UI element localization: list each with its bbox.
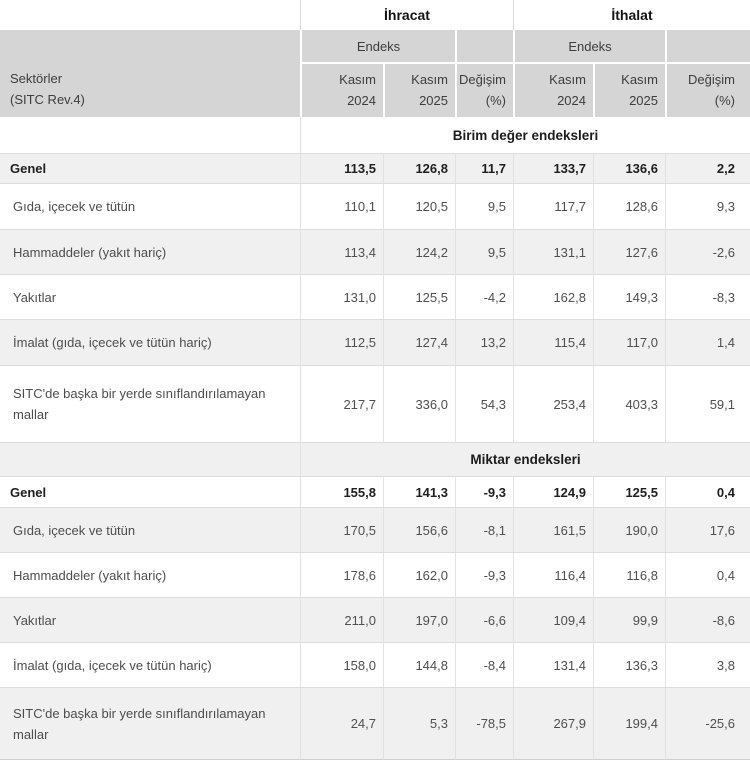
- value-cell: 2,2: [665, 153, 750, 183]
- row-label: İmalat (gıda, içecek ve tütün hariç): [0, 642, 300, 687]
- value-cell: 267,9: [513, 687, 593, 760]
- value-cell: -9,3: [455, 552, 513, 597]
- export-index-subheader: Endeks: [300, 30, 455, 62]
- col-header-export-degisim: Değişim (%): [455, 62, 513, 117]
- row-label: Gıda, içecek ve tütün: [0, 507, 300, 552]
- value-cell: 116,4: [513, 552, 593, 597]
- value-cell: 9,5: [455, 229, 513, 274]
- value-cell: -8,6: [665, 597, 750, 642]
- value-cell: -4,2: [455, 274, 513, 319]
- sector-label: Sektörler: [10, 71, 63, 86]
- value-cell: 3,8: [665, 642, 750, 687]
- sector-column-header: [0, 30, 300, 117]
- row-label: Hammaddeler (yakıt hariç): [0, 229, 300, 274]
- value-cell: 125,5: [593, 476, 665, 507]
- table-row: [0, 687, 750, 760]
- value-cell: 125,5: [383, 274, 455, 319]
- value-cell: 253,4: [513, 365, 593, 442]
- value-cell: 127,4: [383, 319, 455, 365]
- empty-cell: [0, 442, 300, 476]
- value-cell: -2,6: [665, 229, 750, 274]
- empty-cell: [0, 117, 300, 153]
- value-cell: -25,6: [665, 687, 750, 760]
- table-row: [0, 642, 750, 687]
- value-cell: 141,3: [383, 476, 455, 507]
- empty-subheader-cell: [455, 30, 513, 62]
- row-label: Genel: [0, 153, 300, 183]
- table-row: [0, 183, 750, 229]
- group-header-row: [0, 0, 750, 30]
- table-row: [0, 229, 750, 274]
- value-cell: 161,5: [513, 507, 593, 552]
- section-title: Birim değer endeksleri: [300, 117, 750, 153]
- table-row: [0, 319, 750, 365]
- value-cell: 336,0: [383, 365, 455, 442]
- section-title: Miktar endeksleri: [300, 442, 750, 476]
- value-cell: 156,6: [383, 507, 455, 552]
- table-row: [0, 153, 750, 183]
- value-cell: 120,5: [383, 183, 455, 229]
- value-cell: 211,0: [300, 597, 383, 642]
- value-cell: 170,5: [300, 507, 383, 552]
- section-title-row: [0, 117, 750, 153]
- import-index-subheader: Endeks: [513, 30, 665, 62]
- value-cell: 144,8: [383, 642, 455, 687]
- col-header-export-kasim-2024: Kasım 2024: [300, 62, 383, 117]
- value-cell: 197,0: [383, 597, 455, 642]
- value-cell: -8,3: [665, 274, 750, 319]
- value-cell: 128,6: [593, 183, 665, 229]
- value-cell: 131,1: [513, 229, 593, 274]
- section-title-row: [0, 442, 750, 476]
- value-cell: 9,5: [455, 183, 513, 229]
- row-label: Yakıtlar: [0, 274, 300, 319]
- value-cell: 158,0: [300, 642, 383, 687]
- value-cell: 59,1: [665, 365, 750, 442]
- value-cell: 117,0: [593, 319, 665, 365]
- table-row: [0, 476, 750, 507]
- index-subheader-row: [0, 30, 750, 62]
- value-cell: 11,7: [455, 153, 513, 183]
- row-label: Yakıtlar: [0, 597, 300, 642]
- value-cell: 131,4: [513, 642, 593, 687]
- value-cell: 110,1: [300, 183, 383, 229]
- table-body: [0, 117, 750, 760]
- value-cell: 136,6: [593, 153, 665, 183]
- value-cell: -78,5: [455, 687, 513, 760]
- value-cell: 403,3: [593, 365, 665, 442]
- value-cell: 1,4: [665, 319, 750, 365]
- value-cell: 178,6: [300, 552, 383, 597]
- value-cell: 155,8: [300, 476, 383, 507]
- value-cell: 131,0: [300, 274, 383, 319]
- value-cell: 127,6: [593, 229, 665, 274]
- row-label: SITC'de başka bir yerde sınıflandırılamayan mallar: [0, 365, 300, 442]
- sector-sublabel: (SITC Rev.4): [10, 92, 85, 107]
- import-group-header: İthalat: [513, 0, 750, 30]
- value-cell: 54,3: [455, 365, 513, 442]
- value-cell: 24,7: [300, 687, 383, 760]
- export-group-header: İhracat: [300, 0, 513, 30]
- value-cell: 162,0: [383, 552, 455, 597]
- row-label: Genel: [0, 476, 300, 507]
- value-cell: 13,2: [455, 319, 513, 365]
- value-cell: 112,5: [300, 319, 383, 365]
- value-cell: 109,4: [513, 597, 593, 642]
- value-cell: 124,2: [383, 229, 455, 274]
- value-cell: 217,7: [300, 365, 383, 442]
- value-cell: 149,3: [593, 274, 665, 319]
- table-row: [0, 274, 750, 319]
- value-cell: 190,0: [593, 507, 665, 552]
- value-cell: 162,8: [513, 274, 593, 319]
- row-label: Gıda, içecek ve tütün: [0, 183, 300, 229]
- col-header-export-kasim-2025: Kasım 2025: [383, 62, 455, 117]
- table-row: [0, 552, 750, 597]
- empty-corner-cell: [0, 0, 300, 30]
- value-cell: 0,4: [665, 552, 750, 597]
- value-cell: 17,6: [665, 507, 750, 552]
- table-row: [0, 365, 750, 442]
- value-cell: 113,5: [300, 153, 383, 183]
- col-header-import-degisim: Değişim (%): [665, 62, 750, 117]
- value-cell: -8,1: [455, 507, 513, 552]
- value-cell: 113,4: [300, 229, 383, 274]
- value-cell: 126,8: [383, 153, 455, 183]
- row-label: Hammaddeler (yakıt hariç): [0, 552, 300, 597]
- value-cell: 124,9: [513, 476, 593, 507]
- table-row: [0, 597, 750, 642]
- value-cell: 133,7: [513, 153, 593, 183]
- row-label: SITC'de başka bir yerde sınıflandırılamayan mallar: [0, 687, 300, 760]
- value-cell: 5,3: [383, 687, 455, 760]
- value-cell: 115,4: [513, 319, 593, 365]
- value-cell: 99,9: [593, 597, 665, 642]
- value-cell: 116,8: [593, 552, 665, 597]
- table-row: [0, 507, 750, 552]
- col-header-import-kasim-2025: Kasım 2025: [593, 62, 665, 117]
- empty-subheader-cell: [665, 30, 750, 62]
- row-label: İmalat (gıda, içecek ve tütün hariç): [0, 319, 300, 365]
- table-header: [0, 0, 750, 117]
- value-cell: 9,3: [665, 183, 750, 229]
- value-cell: 136,3: [593, 642, 665, 687]
- value-cell: 0,4: [665, 476, 750, 507]
- col-header-import-kasim-2024: Kasım 2024: [513, 62, 593, 117]
- value-cell: -9,3: [455, 476, 513, 507]
- value-cell: 117,7: [513, 183, 593, 229]
- value-cell: -6,6: [455, 597, 513, 642]
- value-cell: 199,4: [593, 687, 665, 760]
- value-cell: -8,4: [455, 642, 513, 687]
